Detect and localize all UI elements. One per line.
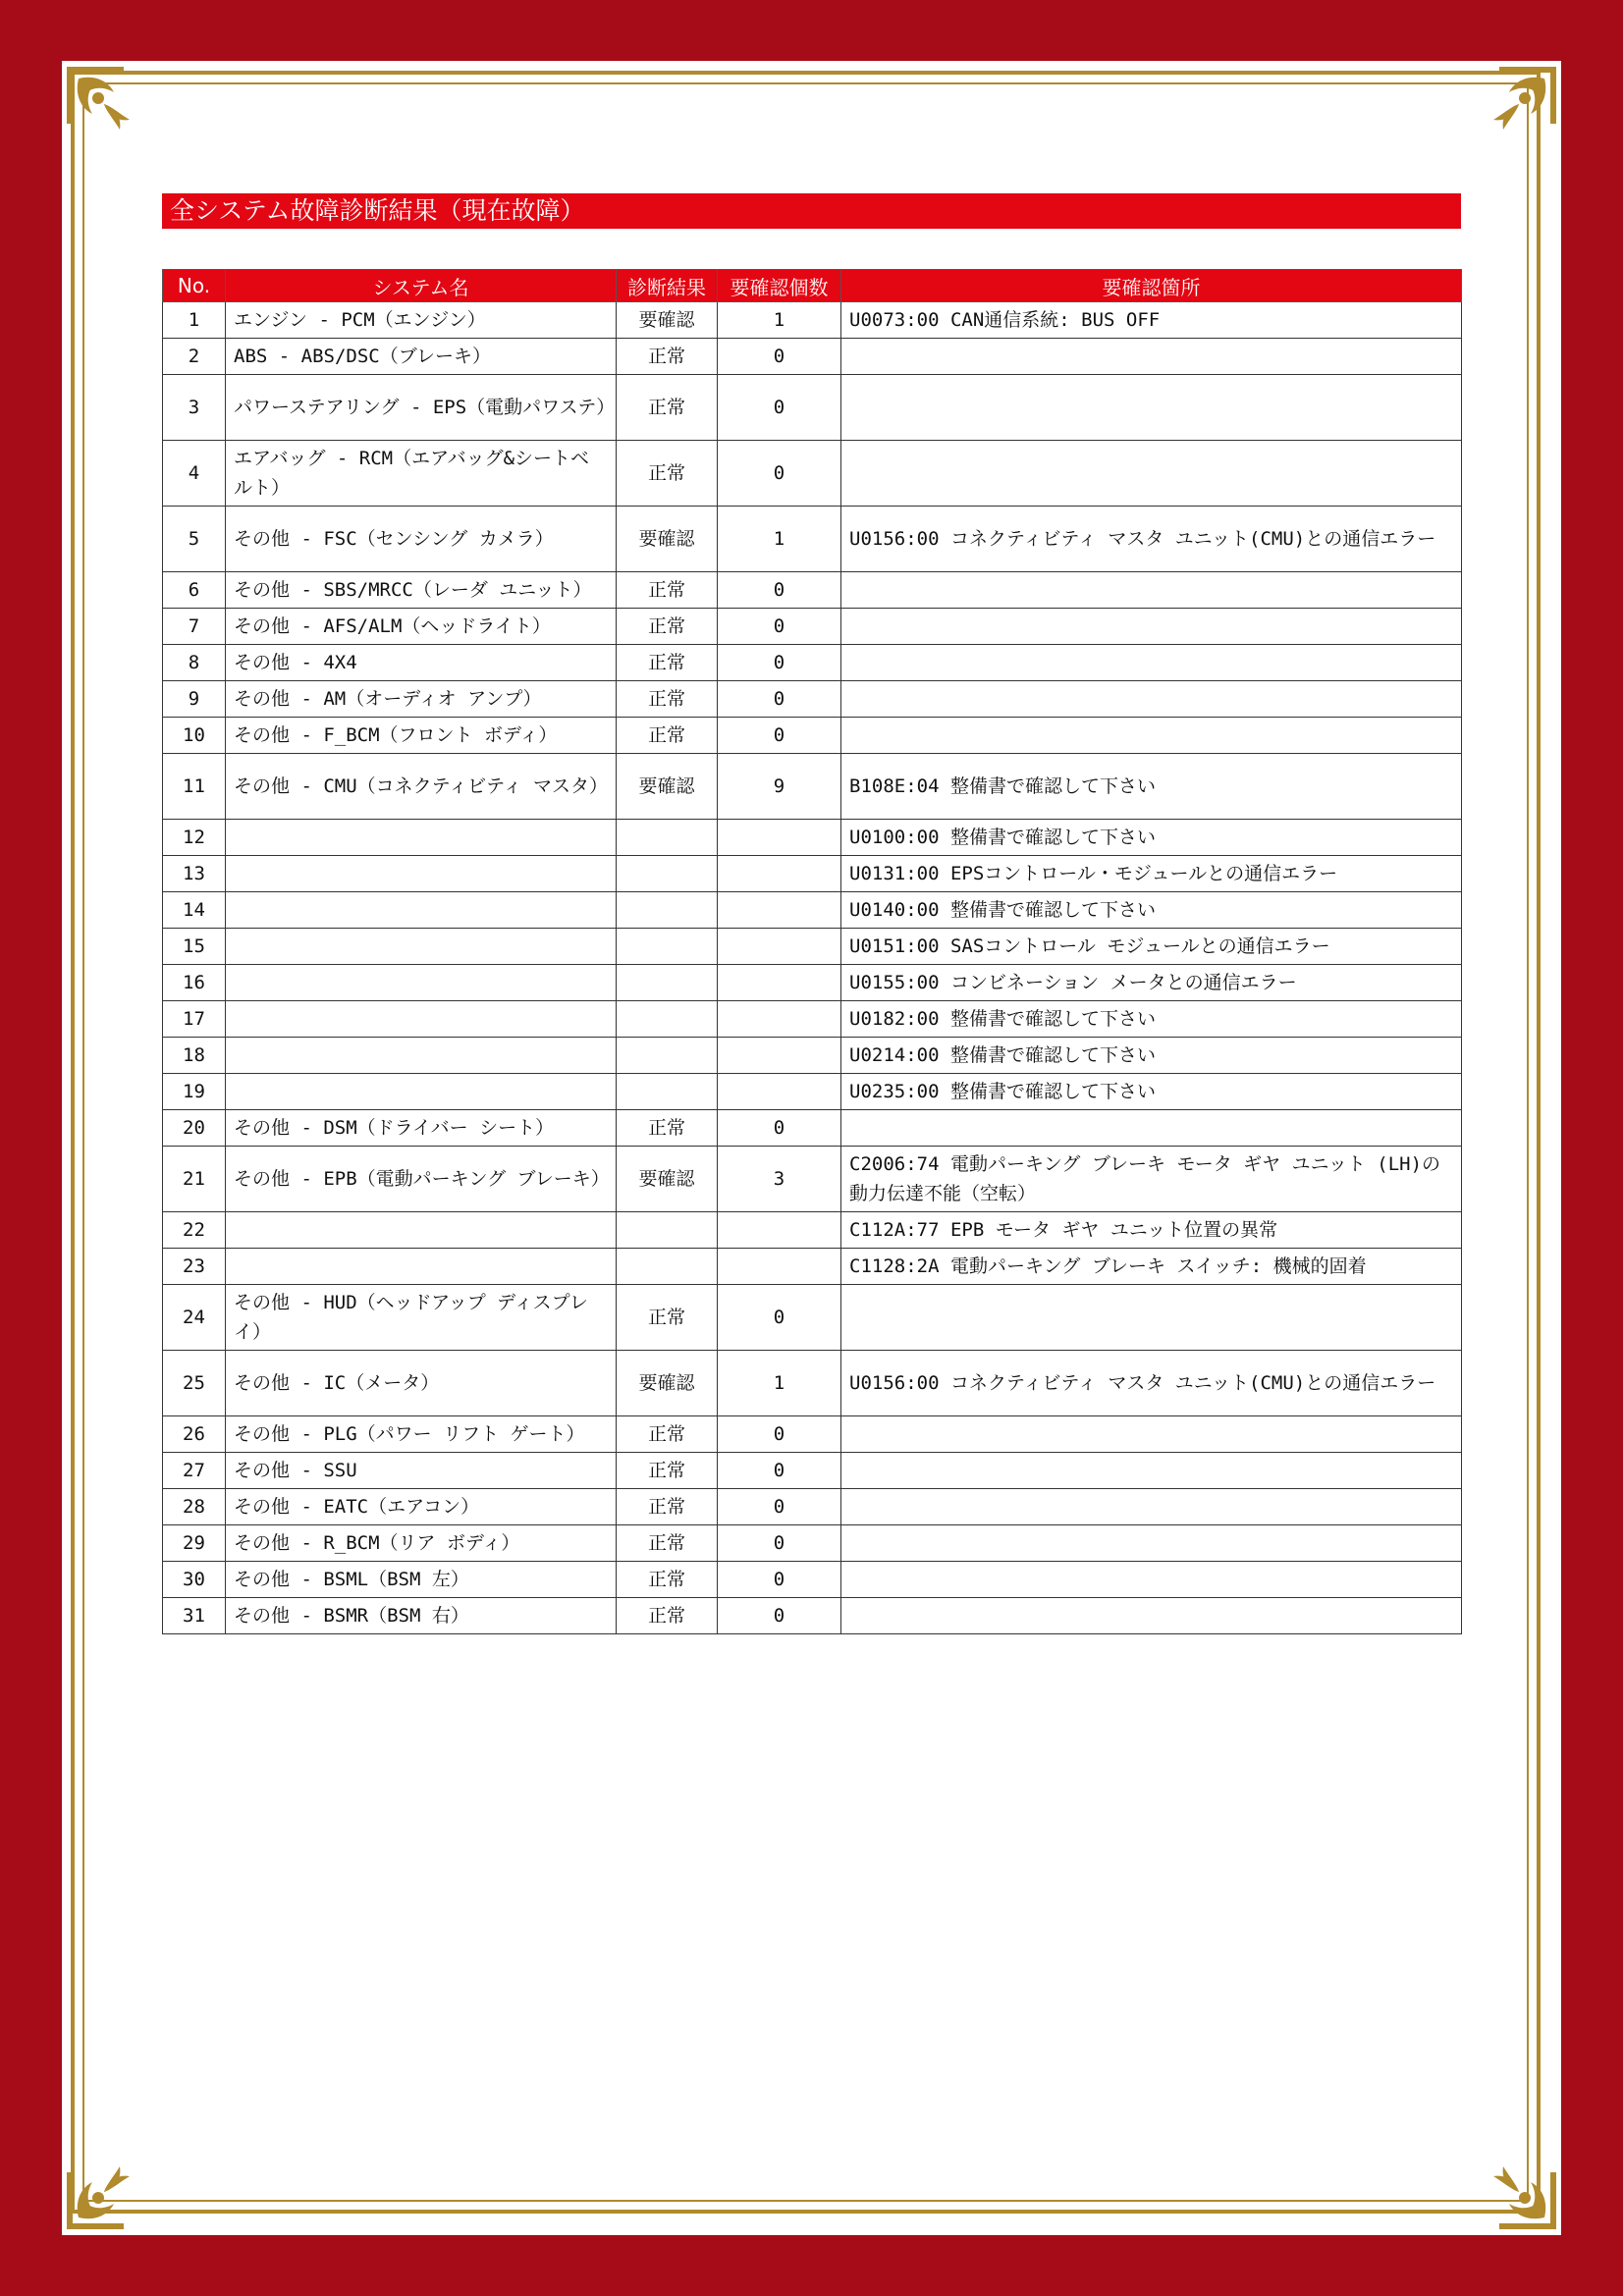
cell-no: 27 [163, 1453, 226, 1489]
table-row [163, 1453, 1462, 1489]
table-row [163, 1489, 1462, 1525]
cell-count: 0 [718, 572, 841, 609]
cell-result: 正常 [617, 572, 718, 609]
cell-count: 3 [718, 1147, 841, 1212]
cell-result: 正常 [617, 1525, 718, 1562]
cell-result: 正常 [617, 681, 718, 718]
table-row [163, 1074, 1462, 1110]
cell-detail [841, 1110, 1462, 1147]
cell-count: 0 [718, 718, 841, 754]
cell-detail [841, 609, 1462, 645]
cell-system: その他 - SBS/MRCC（レーダ ユニット） [226, 572, 617, 609]
cell-detail [841, 1285, 1462, 1351]
table-row [163, 929, 1462, 965]
cell-system [226, 1212, 617, 1249]
table-row [163, 718, 1462, 754]
cell-detail: U0151:00 SASコントロール モジュールとの通信エラー [841, 929, 1462, 965]
cell-no: 10 [163, 718, 226, 754]
corner-ornament-icon [65, 65, 155, 155]
cell-detail: C2006:74 電動パーキング ブレーキ モータ ギヤ ユニット (LH)の動力伝達不能（空転） [841, 1147, 1462, 1212]
cell-result: 正常 [617, 339, 718, 375]
cell-no: 11 [163, 754, 226, 820]
cell-detail: U0214:00 整備書で確認して下さい [841, 1038, 1462, 1074]
cell-no: 14 [163, 892, 226, 929]
table-row [163, 645, 1462, 681]
cell-detail [841, 1562, 1462, 1598]
table-body [163, 302, 1462, 1634]
cell-system: その他 - AFS/ALM（ヘッドライト） [226, 609, 617, 645]
cell-no: 26 [163, 1416, 226, 1453]
table-row [163, 1038, 1462, 1074]
cell-no: 21 [163, 1147, 226, 1212]
cell-detail [841, 1453, 1462, 1489]
cell-system: その他 - CMU（コネクティビティ マスタ） [226, 754, 617, 820]
cell-count [718, 856, 841, 892]
cell-result: 正常 [617, 1598, 718, 1634]
cell-count [718, 965, 841, 1001]
cell-result: 正常 [617, 1110, 718, 1147]
table-row [163, 965, 1462, 1001]
cell-count: 0 [718, 1285, 841, 1351]
table-row [163, 1598, 1462, 1634]
cell-result: 正常 [617, 645, 718, 681]
cell-no: 29 [163, 1525, 226, 1562]
cell-count: 0 [718, 441, 841, 507]
cell-detail: U0073:00 CAN通信系統: BUS OFF [841, 302, 1462, 339]
corner-ornament-icon [1468, 65, 1558, 155]
table-header-row [163, 270, 1462, 302]
cell-count: 0 [718, 375, 841, 441]
cell-detail [841, 1525, 1462, 1562]
cell-result [617, 1249, 718, 1285]
cell-no: 28 [163, 1489, 226, 1525]
cell-count [718, 929, 841, 965]
cell-no: 5 [163, 507, 226, 572]
cell-detail: U0131:00 EPSコントロール・モジュールとの通信エラー [841, 856, 1462, 892]
corner-ornament-icon [1468, 2141, 1558, 2231]
cell-result: 正常 [617, 1489, 718, 1525]
table-row [163, 339, 1462, 375]
cell-system: その他 - EATC（エアコン） [226, 1489, 617, 1525]
cell-result [617, 1074, 718, 1110]
column-header-result: 診断結果 [617, 270, 718, 302]
cell-detail: U0156:00 コネクティビティ マスタ ユニット(CMU)との通信エラー [841, 1351, 1462, 1416]
cell-no: 17 [163, 1001, 226, 1038]
cell-no: 6 [163, 572, 226, 609]
cell-system: その他 - IC（メータ） [226, 1351, 617, 1416]
cell-result: 正常 [617, 1562, 718, 1598]
corner-ornament-icon [65, 2141, 155, 2231]
cell-result [617, 856, 718, 892]
column-header-count: 要確認個数 [718, 270, 841, 302]
cell-no: 15 [163, 929, 226, 965]
cell-result: 正常 [617, 718, 718, 754]
cell-no: 8 [163, 645, 226, 681]
cell-count [718, 1074, 841, 1110]
cell-no: 1 [163, 302, 226, 339]
cell-system: エンジン - PCM（エンジン） [226, 302, 617, 339]
cell-detail [841, 681, 1462, 718]
cell-no: 23 [163, 1249, 226, 1285]
cell-result: 要確認 [617, 302, 718, 339]
cell-count: 0 [718, 681, 841, 718]
cell-result [617, 965, 718, 1001]
cell-count [718, 1249, 841, 1285]
cell-detail: U0140:00 整備書で確認して下さい [841, 892, 1462, 929]
cell-system [226, 1001, 617, 1038]
cell-count [718, 892, 841, 929]
cell-no: 20 [163, 1110, 226, 1147]
cell-result: 正常 [617, 609, 718, 645]
cell-system [226, 1038, 617, 1074]
cell-no: 22 [163, 1212, 226, 1249]
cell-no: 30 [163, 1562, 226, 1598]
cell-detail: U0155:00 コンビネーション メータとの通信エラー [841, 965, 1462, 1001]
cell-system [226, 1074, 617, 1110]
cell-result [617, 929, 718, 965]
cell-count [718, 820, 841, 856]
cell-detail [841, 339, 1462, 375]
cell-detail [841, 645, 1462, 681]
cell-detail [841, 1489, 1462, 1525]
cell-result [617, 820, 718, 856]
table-row [163, 820, 1462, 856]
table-row [163, 1416, 1462, 1453]
column-header-no: No. [163, 270, 226, 302]
cell-detail: U0235:00 整備書で確認して下さい [841, 1074, 1462, 1110]
cell-detail: C112A:77 EPB モータ ギヤ ユニット位置の異常 [841, 1212, 1462, 1249]
cell-detail [841, 1416, 1462, 1453]
cell-count: 0 [718, 645, 841, 681]
cell-count: 0 [718, 1416, 841, 1453]
table-row [163, 1525, 1462, 1562]
table-row [163, 1147, 1462, 1212]
cell-no: 16 [163, 965, 226, 1001]
table-row [163, 1351, 1462, 1416]
column-header-detail: 要確認箇所 [841, 270, 1462, 302]
cell-no: 31 [163, 1598, 226, 1634]
cell-result [617, 1212, 718, 1249]
table-row [163, 1212, 1462, 1249]
cell-count: 1 [718, 302, 841, 339]
cell-count [718, 1001, 841, 1038]
cell-detail: B108E:04 整備書で確認して下さい [841, 754, 1462, 820]
cell-result: 正常 [617, 1453, 718, 1489]
cell-result: 正常 [617, 375, 718, 441]
cell-system [226, 965, 617, 1001]
cell-system: パワーステアリング - EPS（電動パワステ） [226, 375, 617, 441]
cell-detail [841, 1598, 1462, 1634]
cell-system: ABS - ABS/DSC（ブレーキ） [226, 339, 617, 375]
cell-no: 19 [163, 1074, 226, 1110]
cell-result [617, 1038, 718, 1074]
cell-detail: U0182:00 整備書で確認して下さい [841, 1001, 1462, 1038]
cell-count: 9 [718, 754, 841, 820]
cell-system: その他 - EPB（電動パーキング ブレーキ） [226, 1147, 617, 1212]
column-header-system: システム名 [226, 270, 617, 302]
cell-count: 0 [718, 339, 841, 375]
cell-result: 要確認 [617, 507, 718, 572]
cell-no: 24 [163, 1285, 226, 1351]
cell-result: 正常 [617, 1285, 718, 1351]
cell-result: 要確認 [617, 1351, 718, 1416]
cell-detail: U0100:00 整備書で確認して下さい [841, 820, 1462, 856]
cell-system: エアバッグ - RCM（エアバッグ&シートベルト） [226, 441, 617, 507]
cell-no: 12 [163, 820, 226, 856]
cell-count: 0 [718, 1525, 841, 1562]
cell-count: 0 [718, 1598, 841, 1634]
cell-no: 7 [163, 609, 226, 645]
cell-system: その他 - PLG（パワー リフト ゲート） [226, 1416, 617, 1453]
cell-no: 2 [163, 339, 226, 375]
cell-result: 要確認 [617, 1147, 718, 1212]
table-row [163, 302, 1462, 339]
table-row [163, 681, 1462, 718]
cell-no: 13 [163, 856, 226, 892]
cell-system: その他 - BSMR（BSM 右） [226, 1598, 617, 1634]
cell-system: その他 - F_BCM（フロント ボディ） [226, 718, 617, 754]
cell-detail: C1128:2A 電動パーキング ブレーキ スイッチ: 機械的固着 [841, 1249, 1462, 1285]
page-title: 全システム故障診断結果（現在故障） [162, 193, 1461, 229]
cell-detail [841, 441, 1462, 507]
cell-count: 0 [718, 609, 841, 645]
cell-count: 1 [718, 507, 841, 572]
cell-no: 25 [163, 1351, 226, 1416]
cell-detail [841, 375, 1462, 441]
cell-count [718, 1212, 841, 1249]
table-row [163, 856, 1462, 892]
cell-result [617, 892, 718, 929]
cell-count: 0 [718, 1453, 841, 1489]
cell-result: 正常 [617, 441, 718, 507]
table-row [163, 507, 1462, 572]
table-row [163, 1285, 1462, 1351]
cell-system [226, 856, 617, 892]
cell-system: その他 - R_BCM（リア ボディ） [226, 1525, 617, 1562]
cell-no: 9 [163, 681, 226, 718]
cell-system: その他 - BSML（BSM 左） [226, 1562, 617, 1598]
table-row [163, 609, 1462, 645]
cell-system: その他 - SSU [226, 1453, 617, 1489]
table-row [163, 1249, 1462, 1285]
cell-result: 正常 [617, 1416, 718, 1453]
cell-count: 0 [718, 1489, 841, 1525]
cell-system [226, 892, 617, 929]
cell-system: その他 - AM（オーディオ アンプ） [226, 681, 617, 718]
cell-system: その他 - FSC（センシング カメラ） [226, 507, 617, 572]
cell-result: 要確認 [617, 754, 718, 820]
table-row [163, 892, 1462, 929]
table-row [163, 441, 1462, 507]
cell-system: その他 - HUD（ヘッドアップ ディスプレイ） [226, 1285, 617, 1351]
cell-detail [841, 572, 1462, 609]
cell-system: その他 - 4X4 [226, 645, 617, 681]
cell-no: 18 [163, 1038, 226, 1074]
table-row [163, 375, 1462, 441]
cell-system: その他 - DSM（ドライバー シート） [226, 1110, 617, 1147]
cell-system [226, 929, 617, 965]
cell-result [617, 1001, 718, 1038]
cell-system [226, 820, 617, 856]
table-row [163, 754, 1462, 820]
diagnosis-table [162, 269, 1462, 1634]
table-row [163, 1562, 1462, 1598]
cell-no: 4 [163, 441, 226, 507]
cell-detail: U0156:00 コネクティビティ マスタ ユニット(CMU)との通信エラー [841, 507, 1462, 572]
cell-detail [841, 718, 1462, 754]
table-row [163, 1110, 1462, 1147]
cell-count: 0 [718, 1110, 841, 1147]
table-row [163, 1001, 1462, 1038]
cell-count [718, 1038, 841, 1074]
cell-count: 1 [718, 1351, 841, 1416]
cell-count: 0 [718, 1562, 841, 1598]
cell-no: 3 [163, 375, 226, 441]
cell-system [226, 1249, 617, 1285]
table-row [163, 572, 1462, 609]
